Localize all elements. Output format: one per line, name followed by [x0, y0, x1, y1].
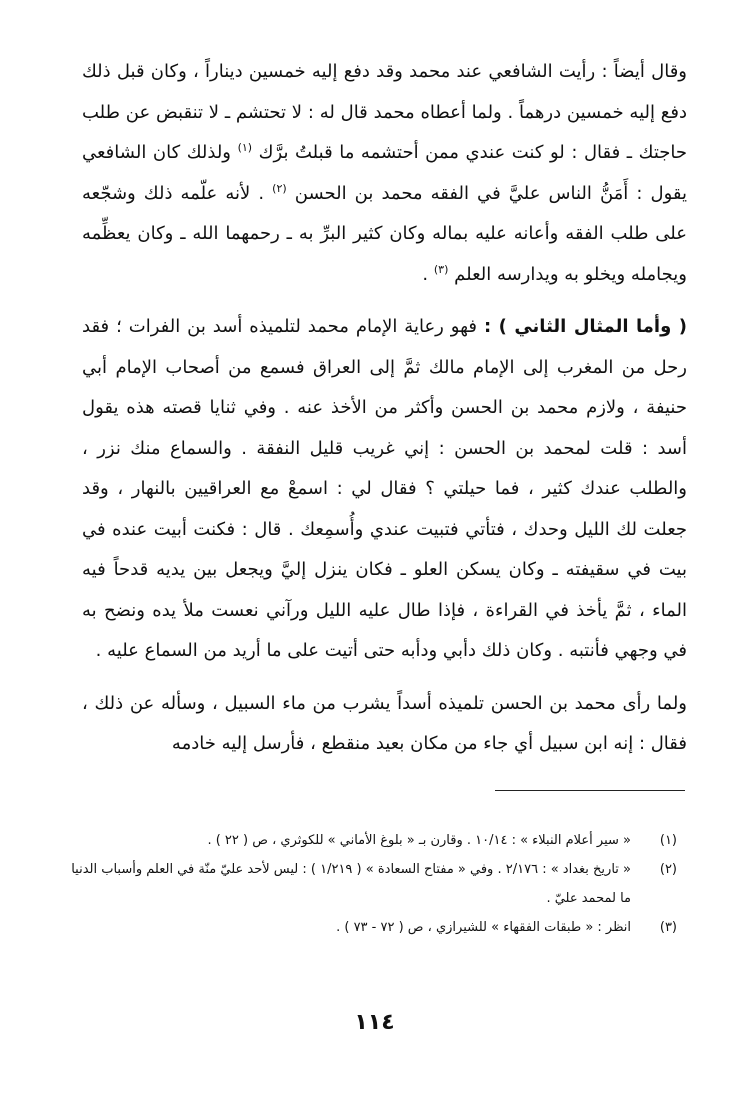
paragraph-1-text-d: .	[422, 263, 429, 285]
footnote-3	[70, 913, 677, 942]
paragraph-1	[82, 52, 687, 295]
paragraph-1-text-b: ولذلك كان الشافعي يقول : أَمَنُّ الناس عليَّ في الفقه محمد بن الحسن	[82, 142, 687, 204]
footnote-text: « تاريخ بغداد » : ٢/١٧٦ . وفي « مفتاح السعادة » ( ١/٢١٩ ) : ليس لأحد عليّ منّة في العلم وأسباب الدنيا ما لمحمد عليّ .	[71, 862, 631, 906]
footnote-text: انظر : « طبقات الفقهاء » للشيرازي ، ص ( ٧٢ - ٧٣ ) .	[336, 920, 631, 935]
paragraph-3	[82, 684, 687, 765]
main-text	[82, 52, 687, 765]
paragraph-3-text: ولما رأى محمد بن الحسن تلميذه أسداً يشرب من ماء السبيل ، وسأله عن ذلك ، فقال : إنه ابن سبيل أي جاء من مكان بعيد منقطع ، فأرسل إليه خادمه	[82, 692, 687, 754]
footnote-number: (١)	[659, 833, 677, 848]
footnote-ref-1: (١)	[237, 141, 253, 154]
footnote-1	[70, 826, 677, 855]
paragraph-2-text: فهو رعاية الإمام محمد لتلميذه أسد بن الفرات ؛ فقد رحل من المغرب إلى الإمام مالك ثمَّ إلى العراق فسمع من أصحاب الإمام أبي حنيفة ، ولازم محمد بن الحسن وأكثر من الأخذ عنه . وفي ثنايا قصته هذه يقول أسد : قلت لمحمد بن الحسن : إني غريب قليل النفقة . والسماع منك نزر ، والطلب عندك كثير ، فما حيلتي ؟ فقال لي : اسمعْ مع العراقيين بالنهار ، وقد جعلت لك الليل وحدك ، فتأتي فتبيت عندي وأُسمِعك . قال : فكنت أبيت عنده في بيت في سقيفته ـ وكان يسكن العلو ـ فكان ينزل إليَّ ويجعل بين يديه قدحاً فيه الماء ، ثمَّ يأخذ في القراءة ، فإذا طال عليه الليل ورآني نعست ملأ يده ونضح به في وجهي فأنتبه . وكان ذلك دأبي ودأبه حتى أتيت على ما أريد من السماع عليه .	[82, 316, 687, 661]
footnote-ref-3: (٣)	[433, 262, 449, 276]
paragraph-2	[82, 307, 687, 672]
footnote-text: « سير أعلام النبلاء » : ١٠/١٤ . وقارن بـ « بلوغ الأماني » للكوثري ، ص ( ٢٢ ) .	[207, 833, 631, 848]
paragraph-2-lead: ( وأما المثال الثاني ) :	[483, 316, 687, 337]
footnote-ref-2: (٢)	[272, 181, 287, 195]
paragraph-1-text-a: وقال أيضاً : رأيت الشافعي عند محمد وقد دفع إليه خمسين ديناراً ، وكان قبل ذلك دفع إليه خمسين درهماً . ولما أعطاه محمد قال له : لا تحتشم ـ لا تنقبض عن طلب حاجتك ـ فقال : لو كنت عندي ممن أحتشمه ما قبلتُ برَّك	[82, 61, 687, 163]
footnote-divider	[495, 790, 685, 791]
footnote-number: (٣)	[659, 920, 677, 935]
paragraph-1-text-c: . لأنه علّمه ذلك وشجّعه على طلب الفقه وأعانه عليه بماله وكان كثير البرِّ به ـ رحمهما الله ـ وكان يعظِّمه ويجامله ويخلو به ويدارسه العلم	[82, 182, 687, 285]
footnotes	[70, 826, 677, 942]
footnote-number: (٢)	[659, 862, 677, 877]
footnote-2	[70, 855, 677, 913]
page-number: ١١٤	[354, 1010, 395, 1035]
